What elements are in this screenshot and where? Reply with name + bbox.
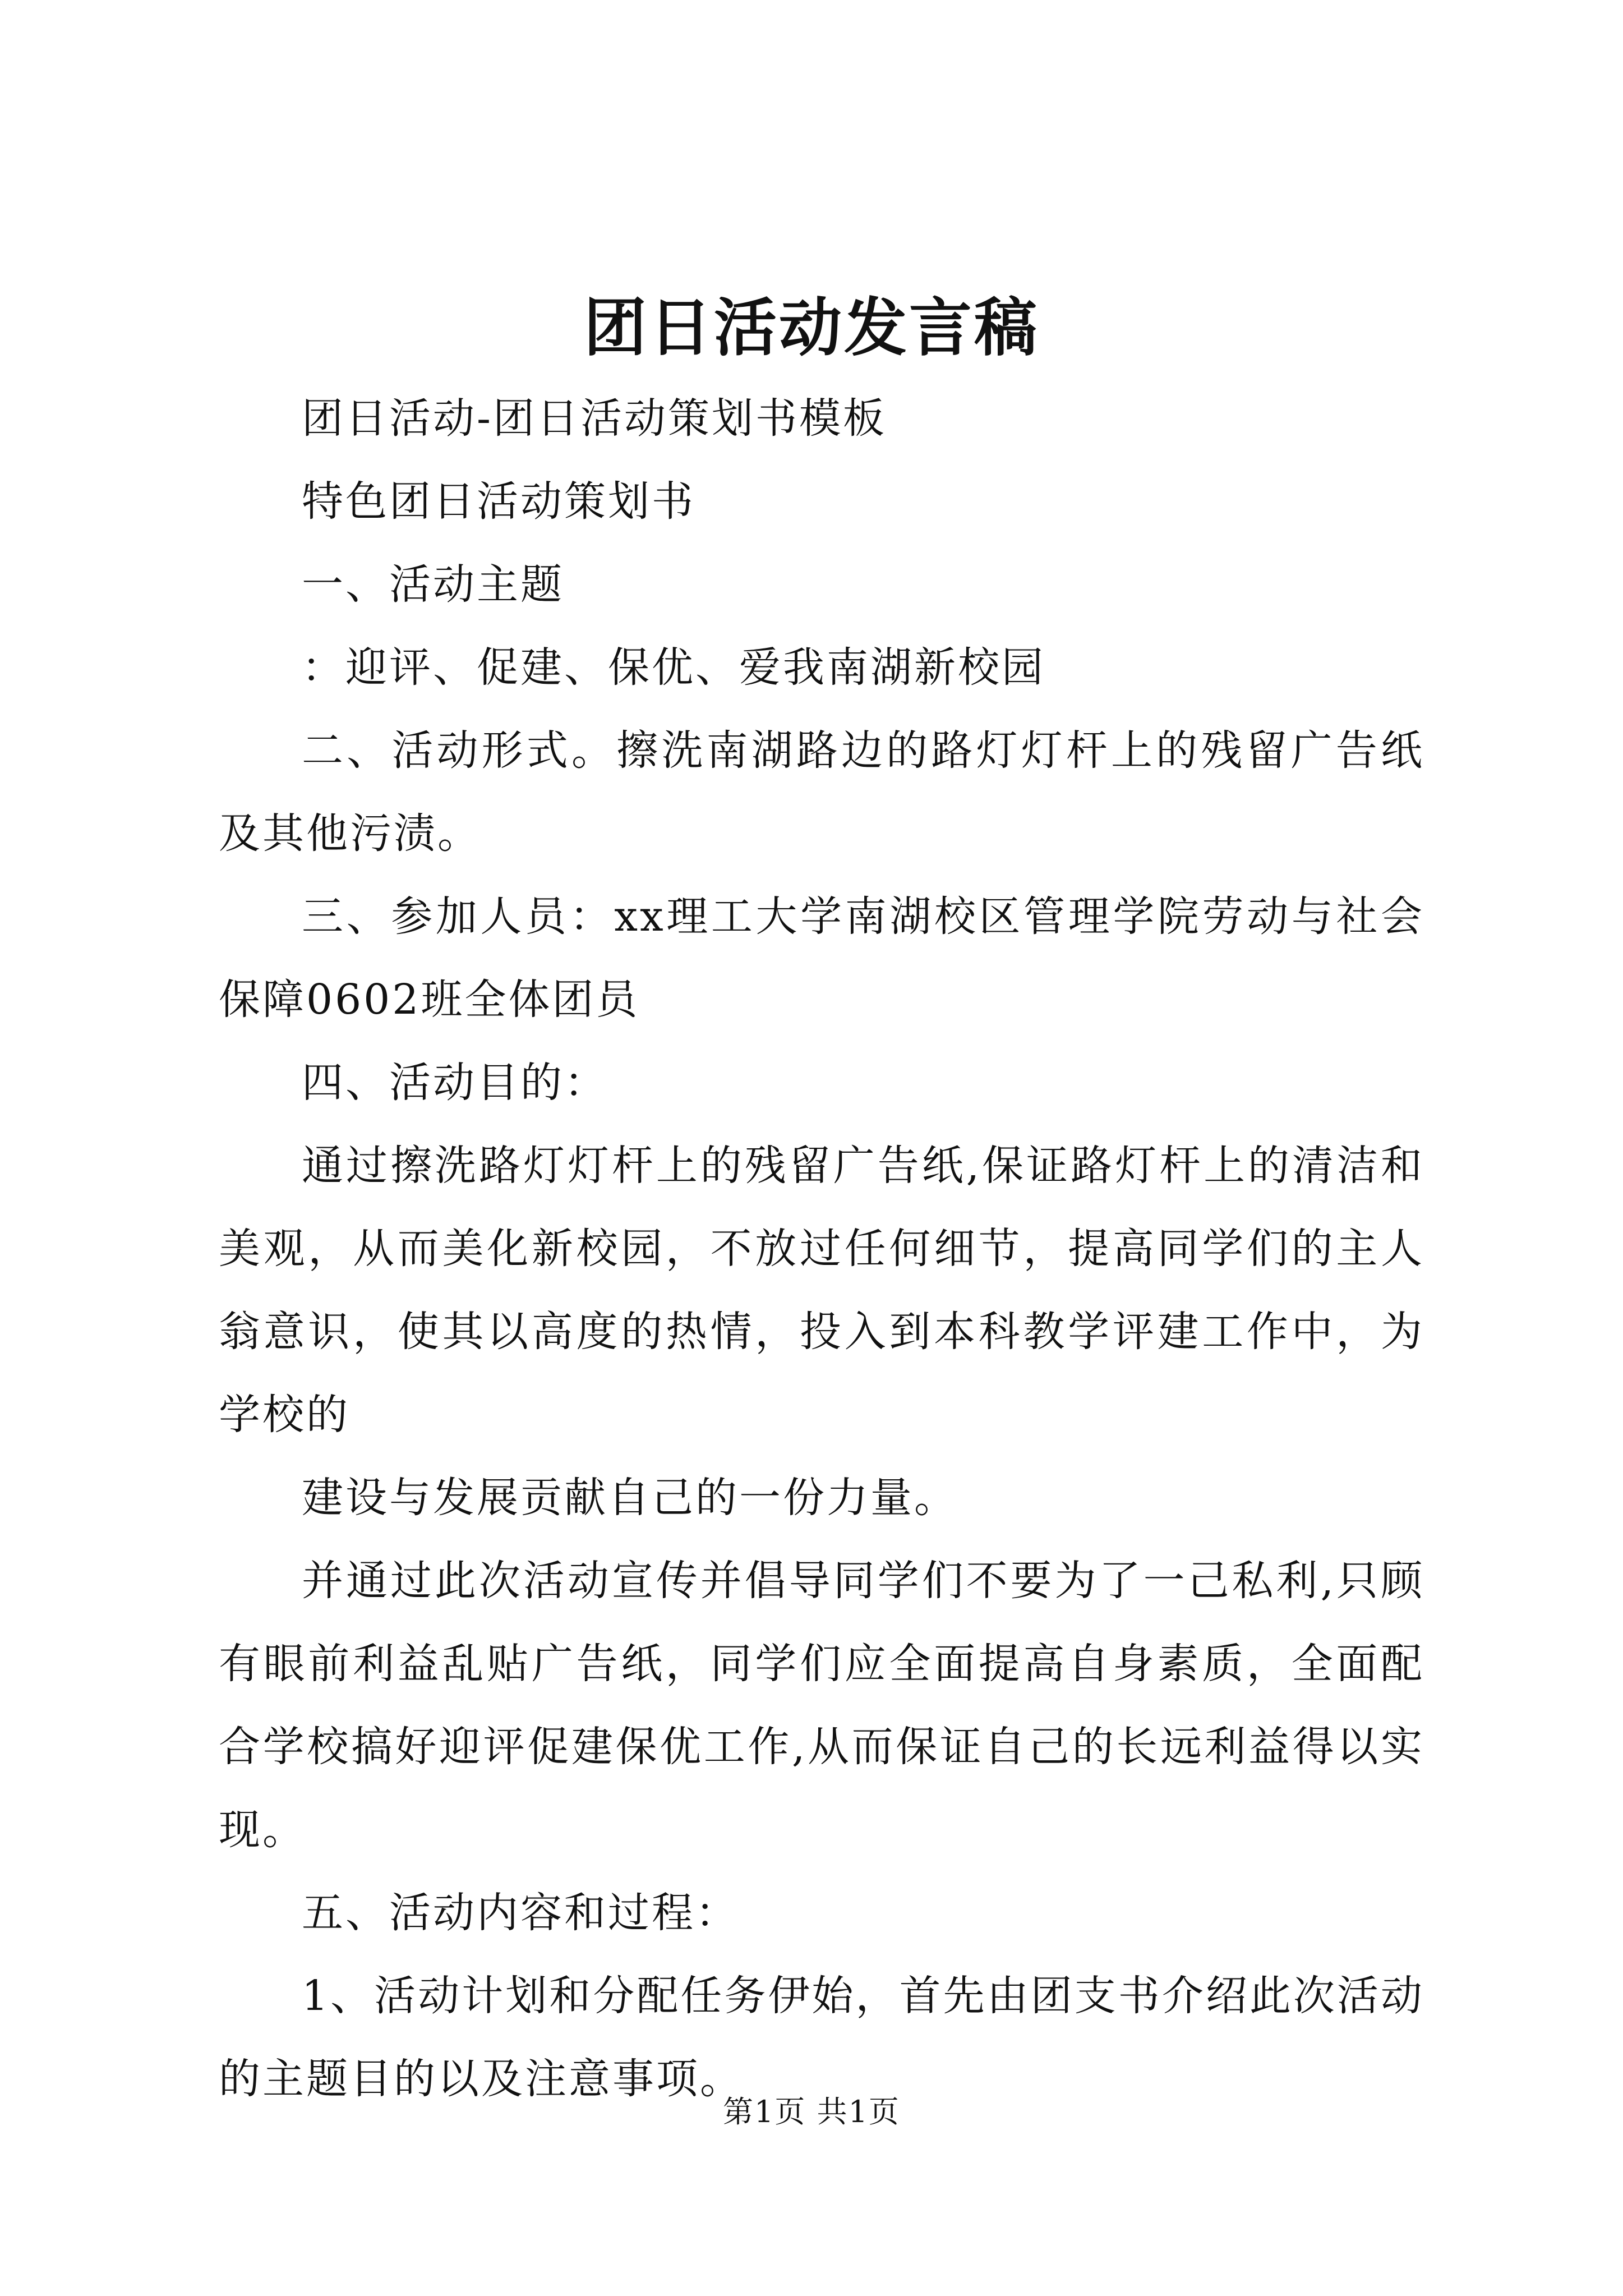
paragraph: 1、活动计划和分配任务伊始，首先由团支书介绍此次活动的主题目的以及注意事项。 bbox=[219, 1972, 1424, 2103]
paragraph: 团日活动-团日活动策划书模板 bbox=[302, 394, 887, 443]
document-body bbox=[219, 377, 1424, 2120]
page-footer bbox=[0, 2090, 1623, 2134]
paragraph: 建设与发展贡献自己的一份力量。 bbox=[302, 1474, 958, 1522]
paragraph: 通过擦洗路灯灯杆上的残留广告纸,保证路灯杆上的清洁和美观，从而美化新校园，不放过任何细节，提高同学们的主人翁意识，使其以高度的热情，投入到本科教学评建工作中，为学校的 bbox=[219, 1142, 1424, 1439]
paragraph: 二、活动形式。擦洗南湖路边的路灯灯杆上的残留广告纸及其他污渍。 bbox=[219, 726, 1424, 858]
paragraph: 并通过此次活动宣传并倡导同学们不要为了一己私利,只顾有眼前利益乱贴广告纸，同学们应全面提高自身素质，全面配合学校搞好迎评促建保优工作,从而保证自己的长远利益得以实现。 bbox=[219, 1557, 1424, 1854]
paragraph: 一、活动主题 bbox=[302, 560, 564, 609]
paragraph: 特色团日活动策划书 bbox=[302, 477, 695, 526]
page-number: 第1页 共1页 bbox=[723, 2094, 900, 2129]
paragraph: ：迎评、促建、保优、爱我南湖新校园 bbox=[302, 643, 1045, 692]
paragraph: 三、参加人员：xx理工大学南湖校区管理学院劳动与社会保障0602班全体团员 bbox=[219, 892, 1424, 1024]
document-title: 团日活动发言稿 bbox=[584, 291, 1039, 365]
paragraph: 四、活动目的： bbox=[302, 1059, 608, 1107]
paragraph: 五、活动内容和过程： bbox=[302, 1889, 739, 1937]
